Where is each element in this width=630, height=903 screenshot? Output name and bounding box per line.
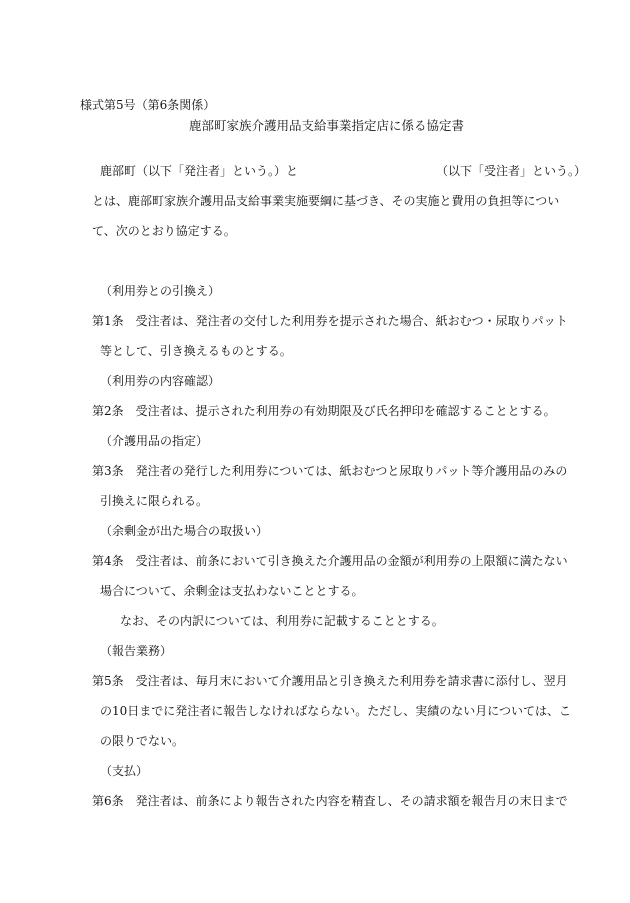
document-title: 鹿部町家族介護用品支給事業指定店に係る協定書 bbox=[189, 118, 465, 133]
article-4-line-1: 第4条 受注者は、前条において引き換えた介護用品の金額が利用券の上限額に満たない bbox=[92, 554, 568, 568]
article-4-line-2: 場合について、余剰金は支払わないこととする。 bbox=[100, 584, 364, 598]
article-3-line-1: 第3条 発注者の発行した利用券については、紙おむつと尿取りパット等介護用品のみの bbox=[92, 464, 568, 478]
intro-line-3: て、次のとおり協定する。 bbox=[92, 224, 236, 238]
article-5-heading: （報告業務） bbox=[100, 644, 173, 658]
article-1-line-2: 等として、引き換えるものとする。 bbox=[100, 344, 292, 358]
intro-line-1-right: （以下「受注者」という。） bbox=[436, 164, 587, 178]
article-5-line-2: の10日までに発注者に報告しなければならない。ただし、実績のない月については、こ bbox=[100, 704, 572, 718]
article-6-line-1: 第6条 発注者は、前条により報告された内容を精査し、その請求額を報告月の末日まで bbox=[92, 794, 568, 808]
intro-line-1-left: 鹿部町（以下「発注者」という。）と bbox=[100, 164, 299, 178]
article-3-line-2: 引換えに限られる。 bbox=[100, 494, 209, 508]
article-1-heading: （利用券との引換え） bbox=[100, 284, 221, 298]
article-4-line-3: なお、その内訳については、利用券に記載することとする。 bbox=[120, 614, 444, 628]
intro-line-2: とは、鹿部町家族介護用品支給事業実施要綱に基づき、その実施と費用の負担等につい bbox=[92, 194, 560, 208]
form-label: 様式第5号（第6条関係） bbox=[80, 98, 216, 112]
intro-line-1 bbox=[100, 163, 586, 179]
article-4-heading: （余剰金が出た場合の取扱い） bbox=[100, 524, 269, 538]
article-2-heading: （利用券の内容確認） bbox=[100, 374, 221, 388]
article-5-line-3: の限りでない。 bbox=[100, 734, 185, 748]
article-2-line-1: 第2条 受注者は、提示された利用券の有効期限及び氏名押印を確認することとする。 bbox=[92, 404, 556, 418]
article-3-heading: （介護用品の指定） bbox=[100, 434, 209, 448]
article-6-heading: （支払） bbox=[100, 764, 149, 778]
article-5-line-1: 第5条 受注者は、毎月末において介護用品と引き換えた利用券を請求書に添付し、翌月 bbox=[92, 674, 568, 688]
article-1-line-1: 第1条 受注者は、発注者の交付した利用券を提示された場合、紙おむつ・尿取りパット bbox=[92, 314, 568, 328]
